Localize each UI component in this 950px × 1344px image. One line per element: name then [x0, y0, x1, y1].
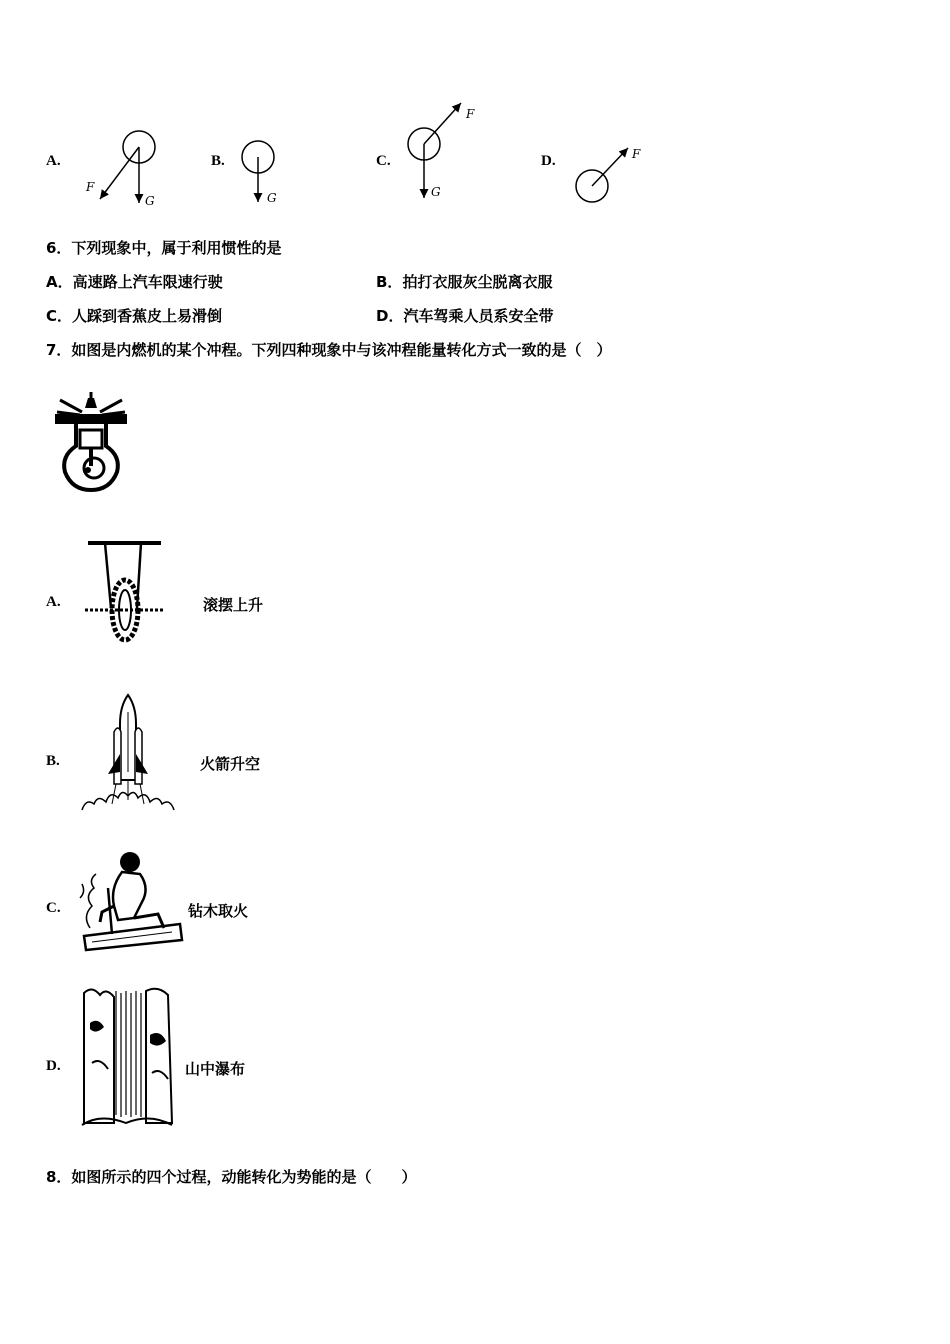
q5-diagram-b [235, 130, 295, 210]
force-arrow [424, 103, 461, 144]
q7-option-d-letter[interactable]: D. [46, 1058, 61, 1074]
q7-option-a-letter[interactable]: A. [46, 594, 61, 610]
drill-wood-fire-figure [72, 848, 184, 953]
gravity-label: G [431, 185, 441, 199]
option-text: 人踩到香蕉皮上易滑倒 [72, 307, 223, 325]
q6-option-a[interactable] [46, 271, 223, 292]
waterfall-figure [80, 983, 175, 1131]
option-letter: B． [376, 273, 403, 291]
option-text: 高速路上汽车限速行驶 [72, 273, 223, 291]
maxwell-wheel-figure [83, 538, 183, 644]
gravity-label: G [267, 191, 277, 205]
q6-question: 6．下列现象中，属于利用惯性的是 [46, 239, 282, 257]
gravity-label: G [145, 194, 155, 208]
option-letter: C． [46, 307, 73, 325]
rocket-launch-figure [78, 692, 178, 814]
option-letter: A． [46, 273, 73, 291]
option-letter: D． [376, 307, 404, 325]
option-text: 汽车驾乘人员系安全带 [403, 307, 554, 325]
force-label: F [632, 147, 641, 161]
q7-option-b-caption: 火箭升空 [200, 755, 261, 773]
engine-stroke-figure [52, 390, 130, 495]
option-text: 拍打衣服灰尘脱离衣服 [402, 273, 553, 291]
q5-option-b-letter[interactable]: B. [211, 153, 225, 169]
q6-option-b[interactable] [376, 271, 552, 292]
q5-option-d-letter[interactable]: D. [541, 153, 556, 169]
q6-option-d[interactable] [376, 305, 553, 326]
q5-option-c-letter[interactable]: C. [376, 153, 391, 169]
q7-option-a-caption: 滚摆上升 [203, 596, 264, 614]
q5-diagram-a [80, 125, 170, 210]
q7-question: 7．如图是内燃机的某个冲程。下列四种现象中与该冲程能量转化方式一致的是（ ） [46, 341, 612, 359]
q5-option-a-letter[interactable]: A. [46, 153, 61, 169]
q7-option-d-caption: 山中瀑布 [185, 1060, 246, 1078]
q7-option-c-letter[interactable]: C. [46, 900, 61, 916]
q5-diagram-d [565, 140, 655, 212]
force-label: F [466, 107, 475, 121]
force-arrow [592, 148, 628, 186]
q5-diagram-c [400, 98, 490, 208]
q7-option-c-caption: 钻木取火 [188, 902, 249, 920]
q6-option-c[interactable] [46, 305, 222, 326]
q7-option-b-letter[interactable]: B. [46, 753, 60, 769]
force-label: F [86, 180, 95, 194]
q8-question: 8．如图所示的四个过程，动能转化为势能的是（ ） [46, 1168, 417, 1186]
force-arrow [100, 147, 139, 199]
